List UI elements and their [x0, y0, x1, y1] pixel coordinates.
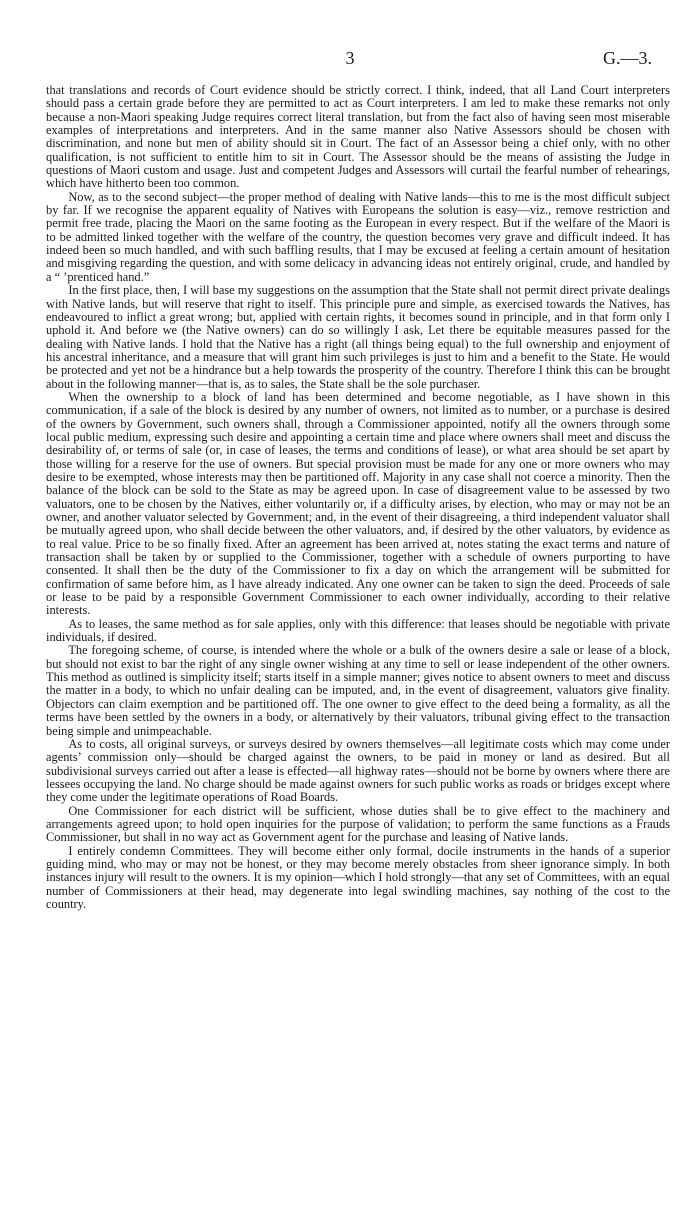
- body-text: [46, 84, 670, 911]
- paragraph-commissioner: One Commissioner for each district will be sufficient, whose duties shall be to give effect to the machinery and arrangements agreed upon; to hold open inquiries for the purpose of validation; to perform the same functions as a Frauds Commissioner, but shall in no way act as Government agent for the purchase and leasing of Native lands.: [46, 803, 670, 845]
- document-reference: G.—3.: [603, 48, 652, 68]
- paragraph-scheme: The foregoing scheme, of course, is intended where the whole or a bulk of the owners desire a sale or lease of a block, but should not exist to bar the right of any single owner wishing at any time to sell or lease independent of the other owners. This method as outlined is simplicity itself; starts itself in a simple manner; gives notice to absent owners to meet and discuss the matter in a body, to which no unfair dealing can be imputed, and, in the event of disagreement, valuators give finality. Objectors can claim exemption and be partitioned off. The one owner to give effect to the deed being a formality, as all the terms have been settled by the owners in a body, or alternatively by their valuators, tribunal giving effect to the transaction being simple and unimpeachable.: [46, 643, 670, 738]
- page-number: 3: [345, 48, 355, 68]
- paragraph-continuation: that translations and records of Court evidence should be strictly correct. I think, indeed, that all Land Court interpreters should pass a certain grade before they are permitted to act as Court interpreters. I am led to make these remarks not only because a non-Maori speaking Judge requires correct literal translation, but from the fact also of having seen most miserable examples of interpretations and interpreters. And in the same manner also Native Assessors should be chosen with discrimination, and none but men of ability should sit in Court. The fact of an Assessor being a chief only, with no other qualification, is not sufficient to entitle him to sit in Court. The Assessor should be the means of assisting the Judge in questions of Maori custom and usage. Just and competent Judges and Assessors will curtail the fearful number of rehearings, which have hitherto been too common.: [46, 83, 670, 191]
- paragraph-costs: As to costs, all original surveys, or surveys desired by owners themselves—all legitimate costs which may come under agents’ commission only—should be charged against the owners, to be paid in money or land as desired. But all subdivisional surveys carried out after a lease is effected—all highway rates—should not be borne by owners where there are lessees occupying the land. No charge should be made against owners for such public works as roads or bridges except where they come under the legitimate operations of Road Boards.: [46, 736, 670, 805]
- paragraph-leases: As to leases, the same method as for sale applies, only with this difference: that leases should be negotiable with private individuals, if desired.: [46, 616, 670, 645]
- paragraph-sale-procedure: When the ownership to a block of land has been determined and become negotiable, as I have shown in this communication, if a sale of the block is desired by any number of owners, not limited as to number, or a purchase is desired of the owners by Government, such owners shall, through a Commissioner appointed, notify all the owners through some local public medium, expressing such desire and appointing a certain time and place where owners shall meet and discuss the desirability of, or terms of sale (or, in case of leases, the terms and conditions of lease), or what area should be set apart by those willing for a reserve for the use of owners. But special provision must be made for any one or more owners who may desire to be exempted, whose interests may then be partitioned off. Majority in any case shall not coerce a minority. Then the balance of the block can be sold to the State as may be agreed upon. In case of disagreement value to be assessed by two valuators, one to be chosen by the Natives, either voluntarily or, if a difficulty arises, by election, who may or may not be an owner, and another valuator selected by Government; and, in the event of their disagreeing, a third independent valuator shall be mutually agreed upon, who shall decide between the other valuators, and, if desired by the other valuators, by evidence as to real value. Price to be so finally fixed. After an agreement has been arrived at, notes stating the exact terms and nature of transaction shall be taken by or supplied to the Commissioner, together with a schedule of owners purporting to have consented. It shall then be the duty of the Commissioner to fix a day on which the arrangement will be submitted for confirmation of same before him, as I have already indicated. Any one owner can be taken to sign the deed. Proceeds of sale or lease to be paid by a responsible Government Commissioner to each owner individually, according to their relative interests.: [46, 389, 670, 618]
- paragraph-state-purchaser: In the first place, then, I will base my suggestions on the assumption that the State shall not permit direct private dealings with Native lands, but will reserve that right to itself. This principle pure and simple, as exercised towards the Natives, has endeavoured to inflict a great wrong; but, applied with certain rights, it becomes sound in principle, and in that form only I uphold it. And before we (the Native owners) can do so willingly I ask, Let there be equitable measures passed for the dealing with Native lands. I hold that the Native has a right (all things being equal) to the full ownership and enjoyment of his ancestral inheritance, and a measure that will grant him such privileges is just to him and a benefit to the State. He would be protected and yet not be a hindrance but a help towards the prosperity of the country. Therefore I think this can be brought about in the following manner—that is, as to sales, the State shall be the sole purchaser.: [46, 283, 670, 391]
- paragraph-committees: I entirely condemn Committees. They will become either only formal, docile instruments in the hands of a superior guiding mind, who may or may not be honest, or they may become merely obstacles from sheer ignorance simply. In both instances injury will result to the owners. It is my opinion—which I hold strongly—that any set of Committees, with an equal number of Commissioners at their head, may degenerate into legal swindling machines, say nothing of the cost to the country.: [46, 843, 670, 911]
- paragraph-native-lands: Now, as to the second subject—the proper method of dealing with Native lands—this to me is the most difficult subject by far. If we recognise the apparent equality of Natives with Europeans the solution is easy—viz., remove restriction and permit free trade, placing the Maori on the same footing as the European in every respect. But if the welfare of the Maori is to be admitted linked together with the welfare of the country, the question becomes very grave and difficult indeed. It has indeed been so much handled, and with such baffling results, that I may be excused at feeling a certain amount of hesitation and misgiving regarding the question, and with some delicacy in advancing ideas not entirely original, crude, and handled by a “ ’prenticed hand.”: [46, 189, 670, 284]
